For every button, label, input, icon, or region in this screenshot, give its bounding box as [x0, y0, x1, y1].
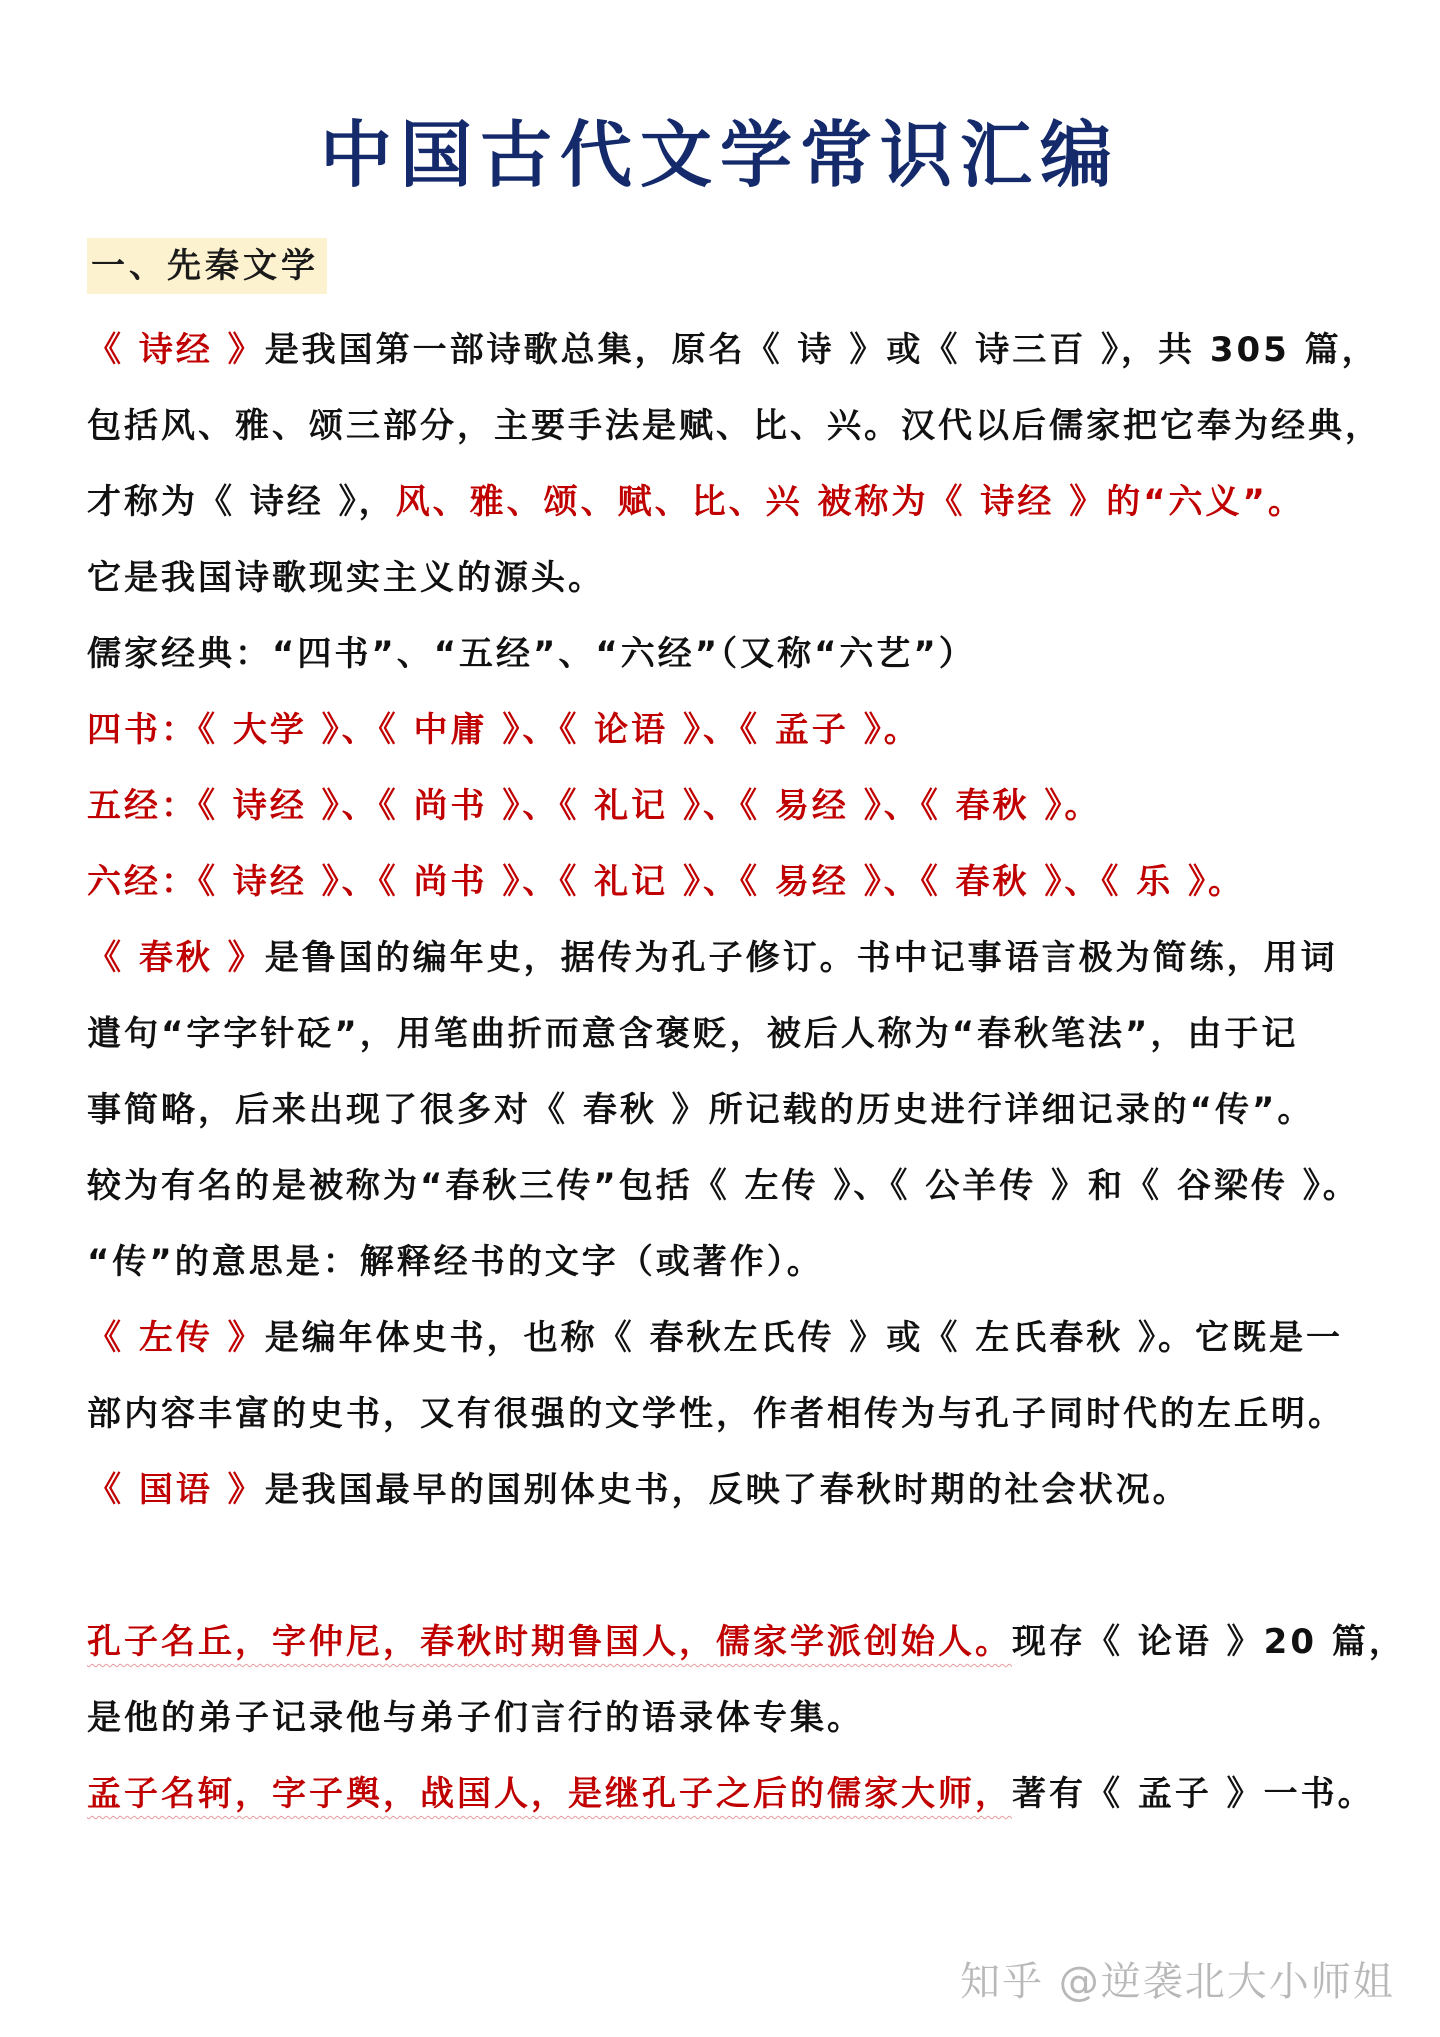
body-text: 较为有名的是被称为“春秋三传”包括《 左传 》、《 公羊传 》和《 谷梁传 》。 [87, 1166, 1360, 1206]
body-text: 才称为《 诗经 》， [87, 482, 396, 522]
body-text-confucian-classics: 儒家经典：“四书”、“五经”、“六经”（又称“六艺”） [87, 634, 976, 674]
paragraph-line [87, 920, 1377, 996]
watermark: 知乎 @逆袭北大小师姐 [960, 1959, 1395, 2005]
body-text: “传”的意思是：解释经书的文字（或著作）。 [87, 1242, 824, 1282]
blank-line [87, 1528, 1377, 1604]
paragraph-line [87, 464, 1377, 540]
paragraph-line [87, 312, 1377, 388]
body-text: 现存《 论语 》20 篇， [1012, 1622, 1406, 1662]
paragraph-line [87, 1756, 1377, 1832]
paragraph-line [87, 844, 1377, 920]
paragraph-line [87, 388, 1382, 464]
paragraph-line [87, 1376, 1377, 1452]
highlight-confucius-bio: 孔子名丘，字仲尼，春秋时期鲁国人，儒家学派创始人。 [87, 1622, 1012, 1662]
paragraph-line [87, 540, 1377, 616]
body-text: 部内容丰富的史书，又有很强的文学性，作者相传为与孔子同时代的左丘明。 [87, 1394, 1345, 1434]
paragraph-line [87, 616, 1377, 692]
body-text: 事简略，后来出现了很多对《 春秋 》所记载的历史进行详细记录的“传”。 [87, 1090, 1315, 1130]
highlight-five-classics: 五经：《 诗经 》、《 尚书 》、《 礼记 》、《 易经 》、《 春秋 》。 [87, 786, 1102, 826]
body-text: 著有《 孟子 》一书。 [1012, 1774, 1375, 1814]
page-title: 中国古代文学常识汇编 [319, 113, 1120, 197]
paragraph-line [87, 1300, 1377, 1376]
highlight-six-meanings: 风、雅、颂、赋、比、兴 被称为《 诗经 》的“六义”。 [395, 482, 1305, 522]
paragraph-line [87, 1148, 1377, 1224]
book-title-chunqiu: 《 春秋 》 [87, 938, 265, 978]
body-text: 是他的弟子记录他与弟子们言行的语录体专集。 [87, 1698, 864, 1738]
document-body [87, 312, 1406, 1832]
book-title-guoyu: 《 国语 》 [87, 1470, 265, 1510]
body-text: 包括风、雅、颂三部分，主要手法是赋、比、兴。汉代以后儒家把它奉为经典， [87, 406, 1382, 446]
paragraph-line [87, 1452, 1377, 1528]
body-text: 是我国最早的国别体史书，反映了春秋时期的社会状况。 [264, 1470, 1190, 1510]
section-heading-pre-qin: 一、先秦文学 [87, 238, 327, 294]
body-text: 是鲁国的编年史，据传为孔子修订。书中记事语言极为简练，用词 [264, 938, 1338, 978]
paragraph-line [87, 1680, 1377, 1756]
paragraph-line [87, 692, 1377, 768]
body-text: 是我国第一部诗歌总集，原名《 诗 》或《 诗三百 》，共 305 篇， [264, 330, 1379, 370]
highlight-four-books: 四书：《 大学 》、《 中庸 》、《 论语 》、《 孟子 》。 [87, 710, 921, 750]
paragraph-line [87, 1604, 1406, 1680]
paragraph-line [87, 1072, 1377, 1148]
body-text: 遣句“字字针砭”，用笔曲折而意含褒贬，被后人称为“春秋笔法”，由于记 [87, 1014, 1299, 1054]
book-title-shijing: 《 诗经 》 [87, 330, 265, 370]
body-text: 是编年体史书，也称《 春秋左氏传 》或《 左氏春秋 》。它既是一 [264, 1318, 1344, 1358]
paragraph-line [87, 768, 1377, 844]
highlight-mencius-bio: 孟子名轲，字子舆，战国人，是继孔子之后的儒家大师， [87, 1774, 1012, 1814]
book-title-zuozhuan: 《 左传 》 [87, 1318, 265, 1358]
paragraph-line [87, 1224, 1377, 1300]
highlight-six-classics: 六经：《 诗经 》、《 尚书 》、《 礼记 》、《 易经 》、《 春秋 》、《 乐 》。 [87, 862, 1246, 902]
paragraph-line [87, 996, 1377, 1072]
body-text: 它是我国诗歌现实主义的源头。 [87, 558, 605, 598]
